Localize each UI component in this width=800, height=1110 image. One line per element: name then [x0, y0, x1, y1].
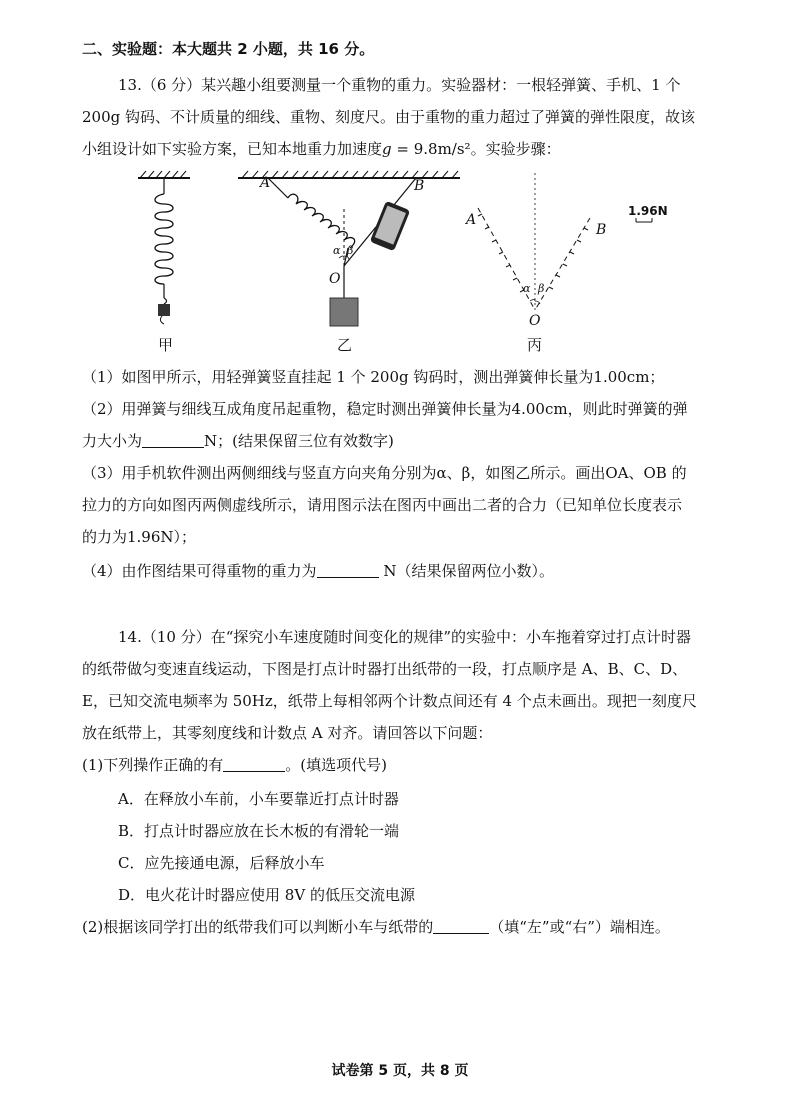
figure-label-jia: 甲 — [158, 336, 174, 354]
q13-step2b-post: N；(结果保留三位有效数字) — [204, 432, 394, 450]
jia-ceiling-hatch — [140, 171, 186, 178]
q13-figures — [120, 168, 680, 360]
q14-part2 — [82, 916, 670, 938]
q13-step4 — [82, 560, 554, 582]
q14-option-d: D．电火花计时器应使用 8V 的低压交流电源 — [118, 886, 415, 904]
figure-jia — [138, 171, 190, 324]
q14-option-c: C．应先接通电源，后释放小车 — [118, 854, 325, 872]
q14-intro-line3: E，已知交流电频率为 50Hz，纸带上每相邻两个计数点间还有 4 个点未画出。现把一刻度尺 — [82, 692, 697, 710]
q13-step4-post: N（结果保留两位小数）。 — [378, 562, 554, 580]
section-title: 二、实验题：本大题共 2 小题，共 16 分。 — [82, 40, 375, 58]
bing-label-beta: β — [538, 282, 545, 295]
q14-intro-line2: 的纸带做匀变速直线运动，下图是打点计时器打出纸带的一段，打点顺序是 A、B、C、D、 — [82, 660, 688, 678]
phone-icon — [370, 201, 411, 252]
bing-label-O: O — [529, 313, 541, 329]
figure-bing — [478, 172, 652, 310]
q13-step2b — [82, 430, 394, 452]
yi-label-A: A — [260, 175, 271, 191]
q13-intro-line2: 200g 钩码、不计质量的细线、重物、刻度尺。由于重物的重力超过了弹簧的弹性限度，故该 — [82, 108, 696, 126]
q13-step3b: 拉力的方向如图丙两侧虚线所示，请用图示法在图丙中画出二者的合力（已知单位长度表示 — [82, 496, 683, 514]
bing-label-A: A — [466, 212, 477, 228]
bing-ticks-oa — [478, 214, 524, 292]
q13-step4-pre: （4）由作图结果可得重物的重力为 — [82, 562, 317, 580]
bing-label-B: B — [596, 222, 607, 238]
yi-label-O: O — [329, 271, 341, 287]
scale-label: 1.96N — [628, 204, 668, 218]
q14-intro-line4: 放在纸带上，其零刻度线和计数点 A 对齐。请回答以下问题： — [82, 724, 493, 742]
answer-blank-spring-force[interactable] — [142, 433, 204, 448]
yi-ceiling-hatch — [242, 171, 458, 178]
q13-step3c: 的力为1.96N）； — [82, 528, 197, 546]
q13-intro-line3 — [82, 138, 561, 160]
yi-spring — [288, 194, 355, 248]
q13-intro-line3a: 小组设计如下实验方案，已知本地重力加速度 — [82, 140, 383, 158]
figure-label-yi: 乙 — [337, 336, 353, 354]
answer-blank-options[interactable] — [223, 757, 285, 772]
jia-spring — [155, 194, 173, 284]
q13-step2a: （2）用弹簧与细线互成角度吊起重物，稳定时测出弹簧伸长量为4.00cm，则此时弹簧的弹 — [82, 400, 688, 418]
q13-step3a: （3）用手机软件测出两侧细线与竖直方向夹角分别为α、β，如图乙所示。画出OA、OB 的 — [82, 464, 687, 482]
q13-step2b-pre: 力大小为 — [82, 432, 143, 450]
figure-label-bing: 丙 — [527, 336, 543, 354]
q13-intro-line1: 13.（6 分）某兴趣小组要测量一个重物的重力。实验器材：一根轻弹簧、手机、1 个 — [118, 76, 681, 94]
jia-hook-weight — [158, 304, 170, 316]
yi-label-B: B — [414, 178, 425, 194]
q14-part2-post: （填“左”或“右”）端相连。 — [489, 918, 670, 936]
q14-part1-post: 。(填选项代号) — [285, 756, 387, 774]
g-value: = 9.8m/s² — [391, 140, 471, 158]
g-symbol: g — [382, 140, 392, 158]
q14-part2-pre: (2)根据该同学打出的纸带我们可以判断小车与纸带的 — [82, 918, 434, 936]
answer-blank-weight[interactable] — [317, 563, 379, 578]
bing-label-alpha: α — [523, 282, 531, 295]
q14-intro-line1: 14.（10 分）在“探究小车速度随时间变化的规律”的实验中：小车拖着穿过打点计时器 — [118, 628, 692, 646]
page-footer: 试卷第 5 页，共 8 页 — [331, 1063, 469, 1079]
answer-blank-side[interactable] — [433, 919, 489, 934]
q13-step1: （1）如图甲所示，用轻弹簧竖直挂起 1 个 200g 钩码时，测出弹簧伸长量为1.00cm； — [82, 368, 665, 386]
yi-label-alpha: α — [333, 244, 341, 257]
q14-option-b: B．打点计时器应放在长木板的有滑轮一端 — [118, 822, 400, 840]
q14-part1 — [82, 754, 387, 776]
scale-bar — [636, 218, 652, 222]
q13-intro-line3b: 。实验步骤： — [470, 140, 561, 158]
bing-dashed-ob — [535, 218, 590, 310]
yi-label-beta: β — [347, 244, 354, 257]
q14-part1-pre: (1)下列操作正确的有 — [82, 756, 224, 774]
q14-option-a: A．在释放小车前，小车要靠近打点计时器 — [118, 790, 399, 808]
bing-ticks-ob — [549, 228, 588, 289]
yi-heavy-object — [330, 298, 358, 326]
